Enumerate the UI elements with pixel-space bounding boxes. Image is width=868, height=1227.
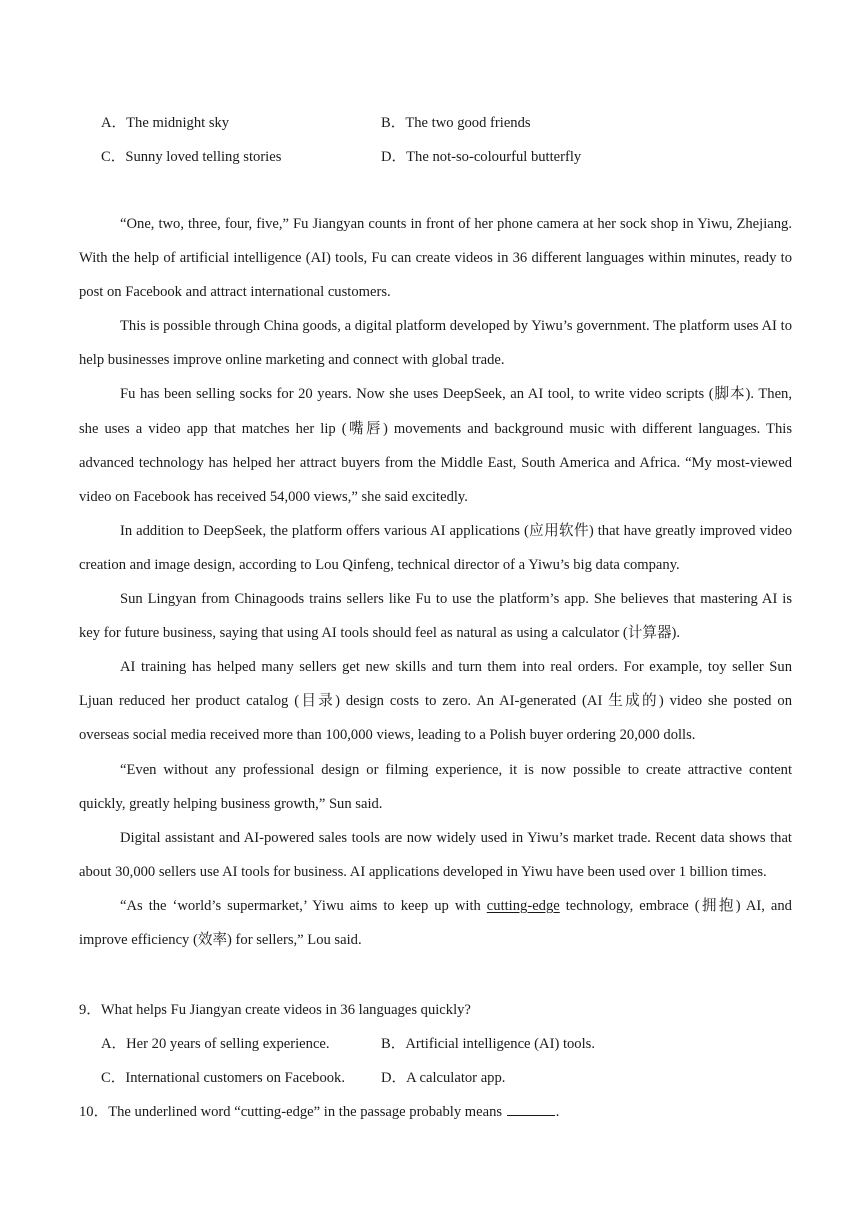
passage-paragraph-7: “Even without any professional design or filming experience, it is now possible to create attractive content quickly, greatly helping business growth,” Sun said. (79, 761, 792, 812)
q9-option-d[interactable]: D．A calculator app. (381, 1070, 506, 1086)
q8-option-c[interactable]: C．Sunny loved telling stories (101, 149, 282, 165)
q9-options-row-1 (101, 1033, 801, 1055)
passage-paragraph-8: Digital assistant and AI-powered sales tools are now widely used in Yiwu’s market trade. Recent data shows that about 30,000 sellers use AI tools for business. AI applications developed in Yiwu have been used over 1 billion times. (79, 829, 792, 880)
passage-p9-text-after: technology, embrace (拥抱) AI, and improve efficiency (效率) for sellers,” Lou said. (79, 897, 792, 948)
passage-paragraph-1: “One, two, three, four, five,” Fu Jiangyan counts in front of her phone camera at her sock shop in Yiwu, Zhejiang. With the help of artificial intelligence (AI) tools, Fu can create videos in 36 different languages within minutes, ready to post on Facebook and attract international customers. (79, 216, 792, 301)
q8-option-a[interactable]: A．The midnight sky (101, 115, 230, 131)
q9-option-a[interactable]: A．Her 20 years of selling experience. (101, 1036, 330, 1052)
q8-options-row-2 (101, 146, 801, 168)
passage-paragraph-9 (79, 889, 792, 957)
passage-paragraph-4: In addition to DeepSeek, the platform offers various AI applications (应用软件) that have greatly improved video creation and image design, according to Lou Qinfeng, technical director of a Yiwu’s big data company. (79, 522, 792, 573)
q10-stem-text: 10．The underlined word “cutting-edge” in the passage probably means (79, 1104, 506, 1120)
q8-option-b[interactable]: B．The two good friends (381, 115, 531, 131)
answer-blank[interactable] (507, 1101, 555, 1116)
passage-p9-text-before: “As the ‘world’s supermarket,’ Yiwu aims to keep up with (120, 897, 487, 914)
passage-paragraph-2: This is possible through China goods, a digital platform developed by Yiwu’s government. The platform uses AI to help businesses improve online marketing and connect with global trade. (79, 318, 792, 369)
q8-option-d[interactable]: D．The not-so-colourful butterfly (381, 149, 582, 165)
q10-stem-end: . (555, 1104, 560, 1120)
passage-paragraph-6: AI training has helped many sellers get new skills and turn them into real orders. For example, toy seller Sun Ljuan reduced her product catalog (目录) design costs to zero. An AI-generated (AI 生成的) video she posted on overseas social media received more than 100,000 views, leading to a Polish buyer ordering 20,000 dolls. (79, 659, 792, 744)
passage-paragraph-3: Fu has been selling socks for 20 years. Now she uses DeepSeek, an AI tool, to write video scripts (脚本). Then, she uses a video app that matches her lip (嘴唇) movements and background music with different languages. This advanced technology has helped her attract buyers from the Middle East, South America and Africa. “My most-viewed video on Facebook has received 54,000 views,” she said excitedly. (79, 386, 792, 505)
q9-option-c[interactable]: C．International customers on Facebook. (101, 1070, 345, 1086)
reading-passage (79, 207, 792, 957)
q9-option-b[interactable]: B．Artificial intelligence (AI) tools. (381, 1036, 595, 1052)
q9-options-row-2 (101, 1067, 801, 1089)
q8-options-row-1 (101, 112, 801, 134)
q10-stem (79, 1101, 559, 1123)
passage-paragraph-5: Sun Lingyan from Chinagoods trains sellers like Fu to use the platform’s app. She believes that mastering AI is key for future business, saying that using AI tools should feel as natural as using a calculator (计算器). (79, 591, 792, 642)
q9-stem: 9．What helps Fu Jiangyan create videos in 36 languages quickly? (79, 1002, 471, 1018)
underlined-word-cutting-edge: cutting-edge (486, 897, 560, 914)
